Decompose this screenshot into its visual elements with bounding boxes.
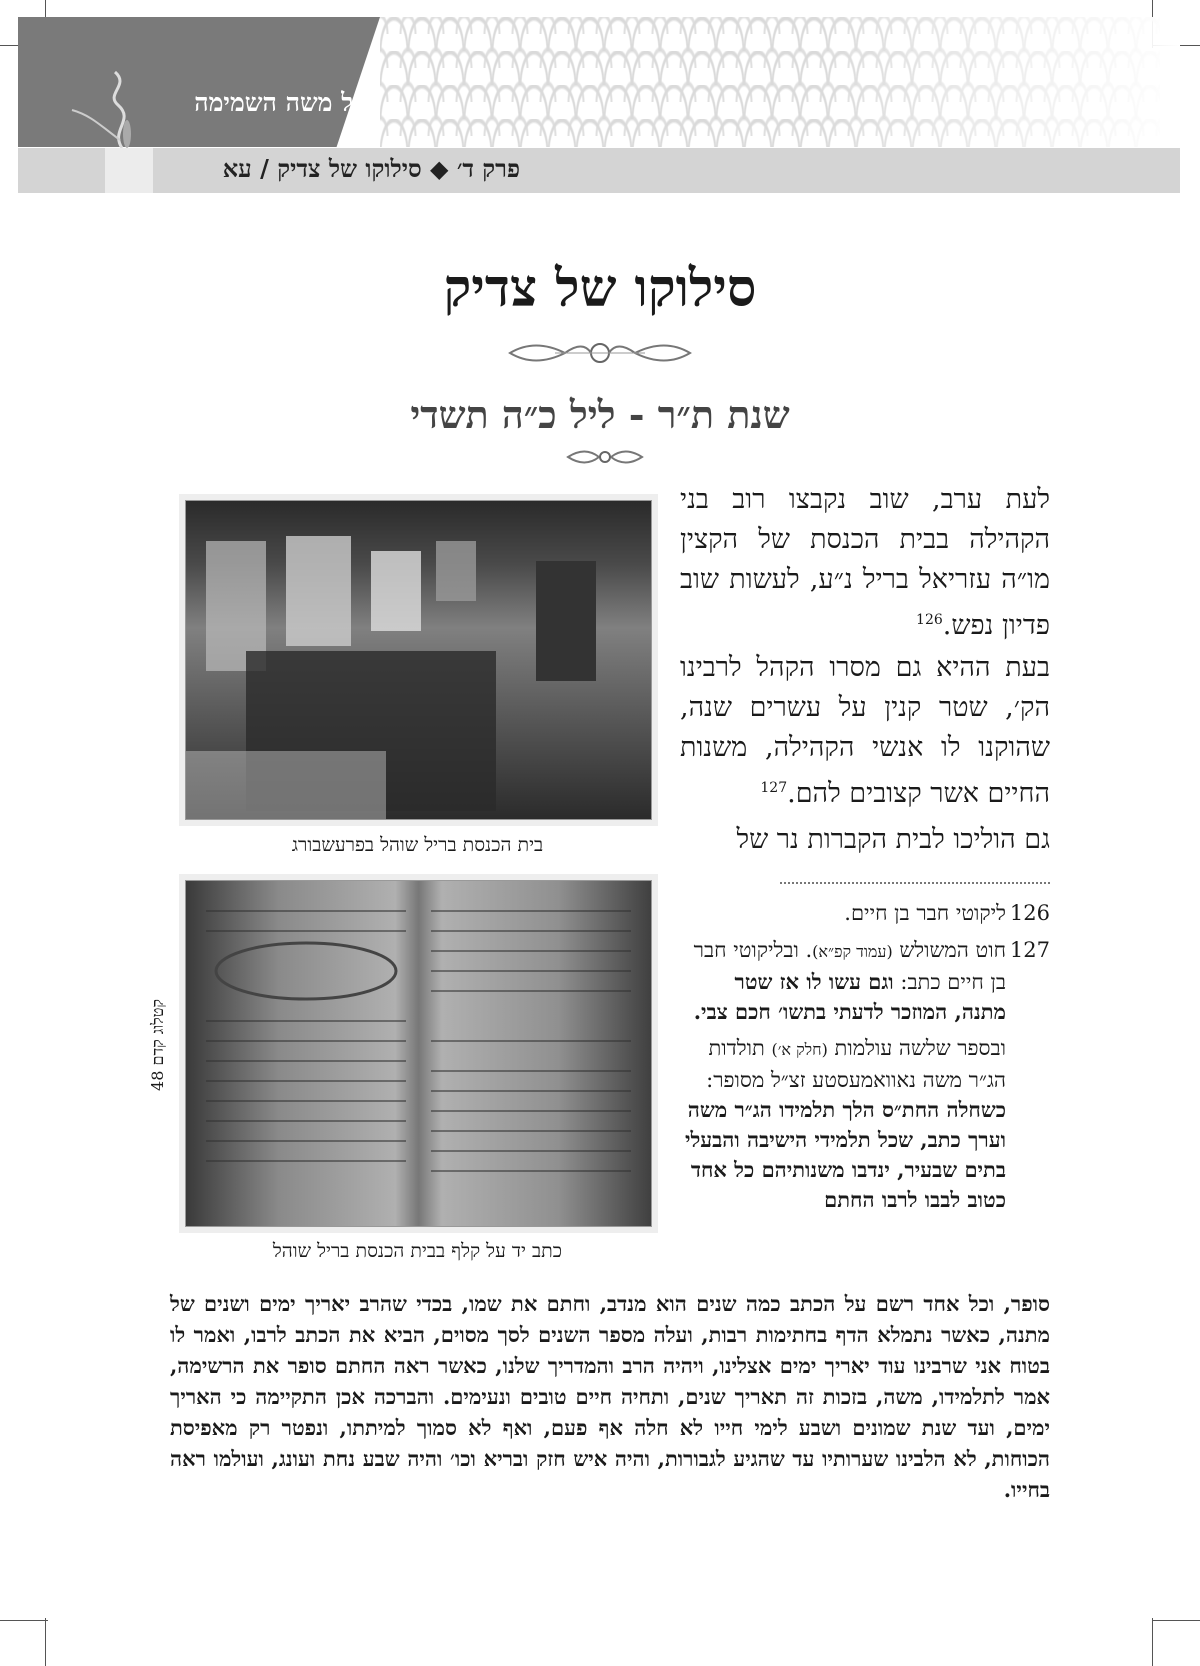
book-title: ויעל משה השמימה [194, 88, 380, 117]
footnote-number: 126 [1009, 901, 1050, 925]
footnote-text-part: תולדות הג״ר משה נאוואמעסטע זצ״ל מסופר: [706, 1036, 1006, 1092]
footnote-quote: כשחלה החת״ס הלך תלמידו הג״ר משה וערך כתב, שכל תלמידי הישיבה והבעלי בתים שבעיר, ינדבו משנותיהם כל אחד כטוב לבבו לרבו החתם [684, 1097, 1006, 1212]
footnote-text [680, 935, 1006, 1215]
footnote-ref: 126 [916, 612, 943, 628]
page-title: סילוקו של צדיק [443, 258, 757, 319]
synagogue-photo [185, 500, 652, 820]
photo-caption: בית הכנסת בריל שוהל בפרעשבורג [291, 834, 544, 856]
paragraph-2 [680, 648, 1050, 814]
crop-mark [1152, 1620, 1200, 1621]
footnote-text-part: (חלק א׳) [771, 1040, 828, 1059]
photo-caption: כתב יד על קלף בבית הכנסת בריל שוהל [272, 1240, 563, 1262]
footnote [680, 898, 1050, 928]
paragraph-text: לעת ערב, שוב נקבצו רוב בני הקהילה בבית הכנסת של הקצין מו״ה עזריאל בריל נ״ע, לעשות שוב פדיון נפש. [680, 484, 1050, 641]
footnote-text-part: (עמוד קפ״א) [812, 942, 893, 961]
wide-paragraph: סופר, וכל אחד רשם על הכתב כמה שנים הוא מנדב, וחתם את שמו, בכדי שהרב יאריך ימים ושנים של מתנה, כאשר נתמלא הדף בחתימות רבות, ועלה מספר השנים לסך מסוים, הביא את הכתב לרבו, ואמר לו בטוח אני שרבינו עוד יאריך ימים אצלינו, ויהיה הרב והמדריך שלנו, כאשר ראה החתם סופר את הרשימה, אמר לתלמידו, משה, בזכות זה תאריך שנים, ותחיה חיים טובים ונעימים. והברכה אכן התקיימה כי האריך ימים, ועד שנת שמונים ושבע לימי חייו לא חלה אף פעם, ואף לא סמוך למיתתו, ונפטר רק מאפיסת הכוחות, לא הלבינו שערותיו עד שהגיע לגבורות, והיה איש חזק ובריא וכו׳ והיה שבע נחת ועונג, ועולמו ראה בחייו. [170, 1291, 1050, 1502]
manuscript-photo-icon [186, 881, 651, 1226]
footnote-text: ליקוטי חבר בן חיים. [844, 901, 1006, 925]
candle-icon [105, 148, 153, 193]
paragraph-1 [680, 480, 1050, 646]
header-fade [380, 17, 1180, 147]
paragraph-text: בעת ההיא גם מסרו הקהל לרבינו הק׳, שטר קנין על עשרים שנה, שהוקנו לו אנשי הקהילה, משנות החיים אשר קצובים להם. [680, 652, 1050, 809]
page-subtitle: שנת ת״ר - ליל כ״ה תשדי [410, 392, 790, 437]
candle-flame-icon [123, 120, 131, 148]
footnote-text-part: . ובליקוטי חבר בן חיים כתב: [693, 938, 1006, 994]
paragraph-text: גם הוליכו לבית הקברות נר של [736, 824, 1050, 855]
chapter-line: פרק ד׳ ◆ סילוקו של צדיק / עא [222, 154, 520, 183]
footnote-quote: וגם עשו לו אז שטר מתנה, המוזכר לדעתי בתשו׳ חכם צבי. [693, 969, 1006, 1024]
crop-mark [0, 1620, 48, 1621]
ornament-divider-icon [565, 444, 645, 470]
footnote-number: 127 [1009, 938, 1050, 962]
ornament-divider-icon [505, 336, 695, 370]
footnote [680, 935, 1050, 1215]
synagogue-photo-icon [186, 501, 651, 819]
crop-mark [45, 1618, 46, 1666]
footnote-divider [780, 882, 1050, 884]
smoke-icon [60, 70, 150, 150]
footnote-text-part: ובספר שלשה עולמות [827, 1036, 1006, 1060]
manuscript-photo [185, 880, 652, 1227]
footnote-ref: 127 [760, 780, 788, 796]
side-note: קטלוג קדם 48 [148, 999, 167, 1091]
footnote-text-part: חוט המשולש [892, 938, 1006, 962]
paragraph-3 [680, 820, 1050, 860]
crop-mark [1152, 1618, 1153, 1666]
